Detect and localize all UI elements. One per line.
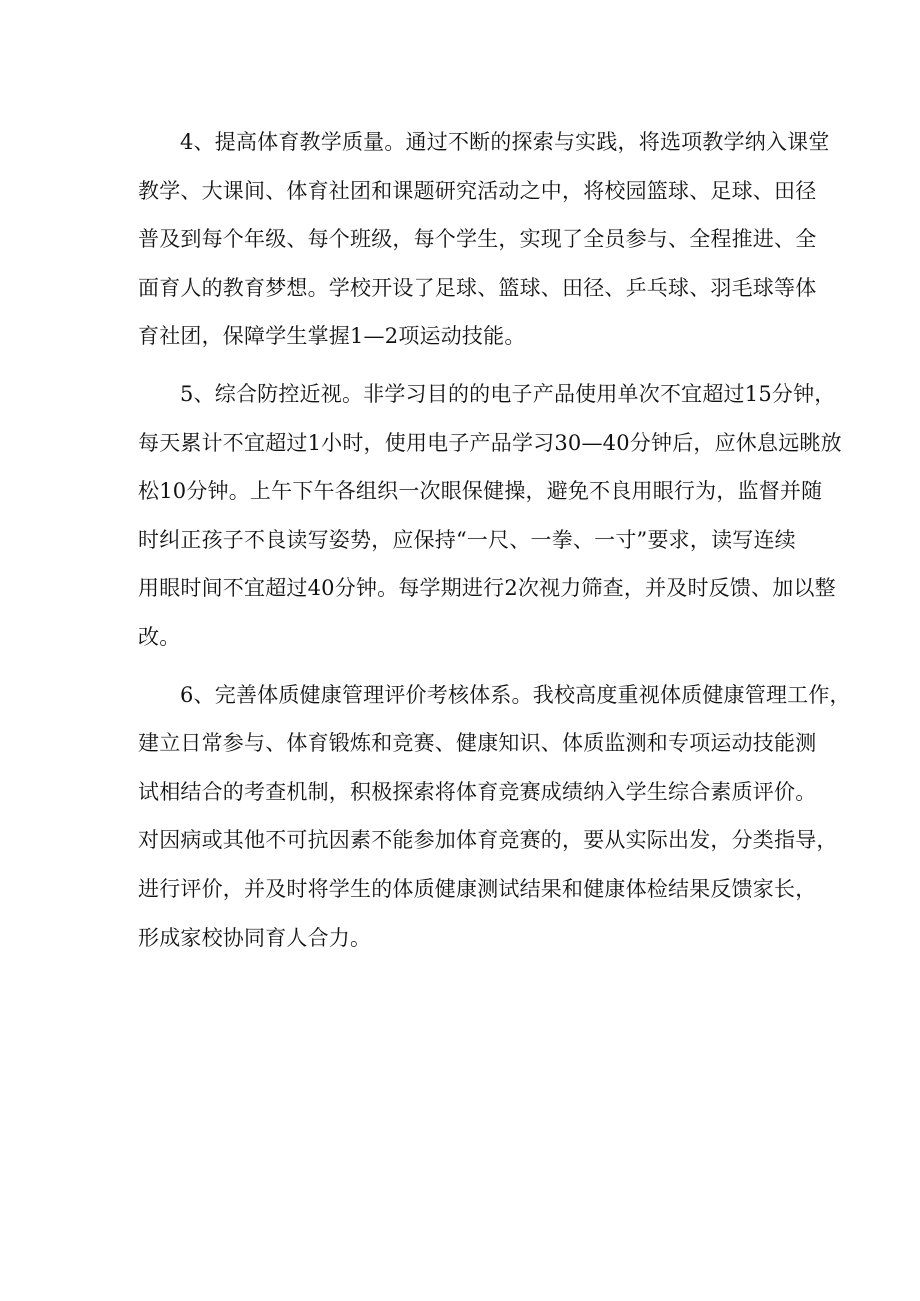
paragraph-line: 用眼时间不宜超过40分钟。每学期进行2次视力筛查，并及时反馈、加以整 (138, 576, 836, 601)
paragraph-gap (138, 662, 788, 671)
paragraph-line: 试相结合的考查机制，积极探索将体育竞赛成绩纳入学生综合素质评价。 (138, 779, 817, 804)
paragraph-line: 松10分钟。上午下午各组织一次眼保健操，避免不良用眼行为，监督并随 (138, 479, 823, 504)
paragraph-line: 每天累计不宜超过1小时，使用电子产品学习30—40分钟后，应休息远眺放 (138, 430, 842, 455)
paragraph-item-6 (138, 671, 851, 963)
paragraph-line: 面育人的教育梦想。学校开设了足球、篮球、田径、乒乓球、羽毛球等体 (138, 275, 817, 300)
document-body (138, 118, 851, 962)
paragraph-gap (138, 361, 788, 370)
paragraph-line: 4、提高体育教学质量。通过不断的探索与实践，将选项教学纳入课堂 (180, 130, 830, 154)
paragraph-line: 5、综合防控近视。非学习目的的电子产品使用单次不宜超过15分钟， (180, 381, 836, 406)
paragraph-line: 时纠正孩子不良读写姿势，应保持“一尺、一拳、一寸”要求，读写连续 (138, 527, 796, 552)
paragraph-line: 普及到每个年级、每个班级，每个学生，实现了全员参与、全程推进、全 (138, 227, 817, 252)
paragraph-item-5 (138, 370, 842, 662)
paragraph-item-4 (138, 118, 830, 361)
paragraph-line: 改。 (138, 624, 181, 649)
paragraph-line: 6、完善体质健康管理评价考核体系。我校高度重视体质健康管理工作， (180, 682, 851, 707)
paragraph-line: 进行评价，并及时将学生的体质健康测试结果和健康体检结果反馈家长， (138, 876, 817, 901)
paragraph-line: 育社团，保障学生掌握1—2项运动技能。 (138, 324, 526, 349)
paragraph-line: 建立日常参与、体育锻炼和竞赛、健康知识、体质监测和专项运动技能测 (138, 731, 817, 756)
paragraph-line: 教学、大课间、体育社团和课题研究活动之中，将校园篮球、足球、田径 (138, 178, 817, 203)
paragraph-line: 对因病或其他不可抗因素不能参加体育竞赛的，要从实际出发，分类指导， (138, 828, 838, 853)
paragraph-line: 形成家校协同育人合力。 (138, 925, 372, 950)
